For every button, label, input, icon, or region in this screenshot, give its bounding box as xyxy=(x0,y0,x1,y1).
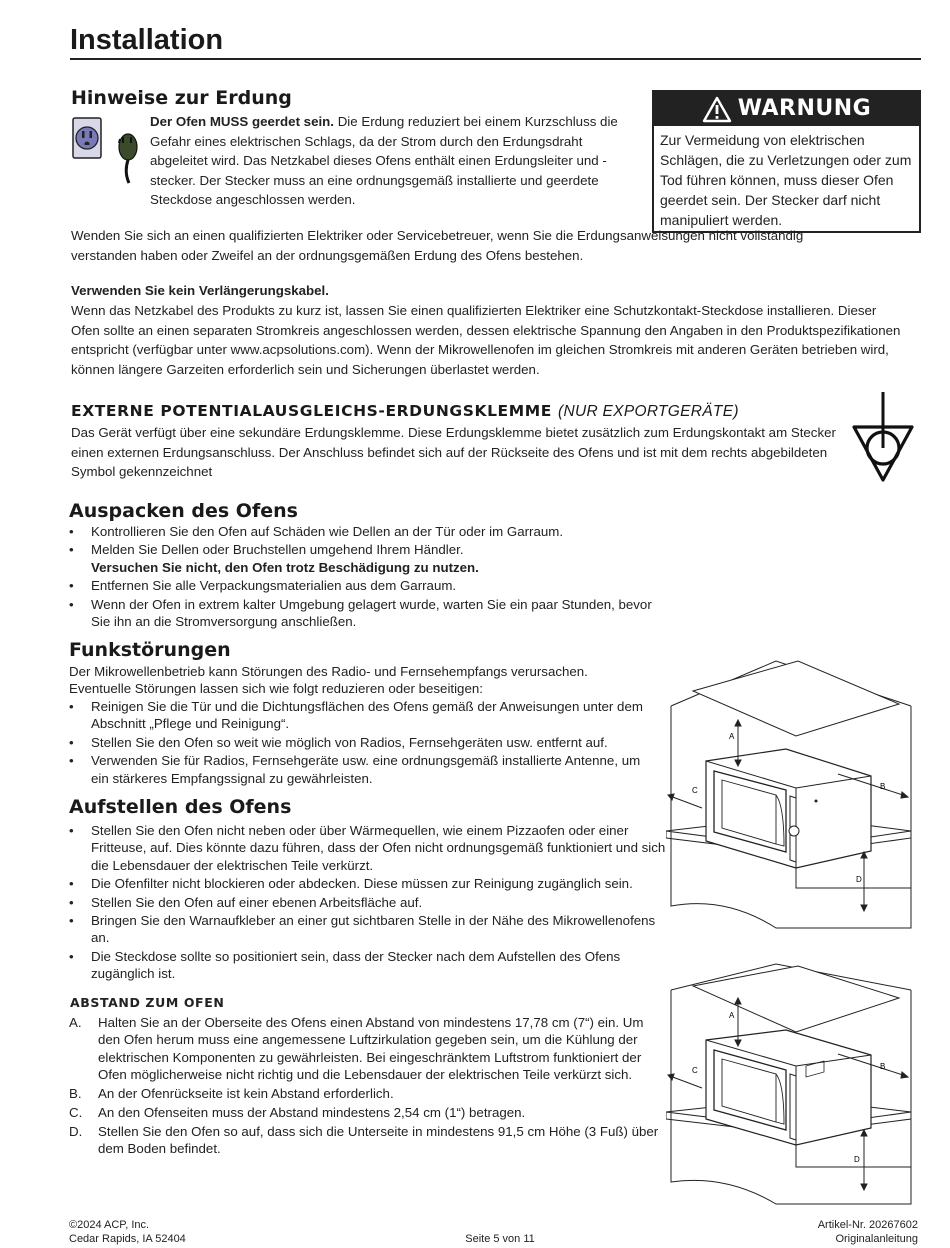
placement-heading: Aufstellen des Ofens xyxy=(69,796,292,818)
clearance-list xyxy=(69,1014,664,1160)
interference-heading: Funkstörungen xyxy=(69,639,231,661)
list-item: • Melden Sie Dellen oder Bruchstellen umgehend Ihrem Händler. Versuchen Sie nicht, den Ofen trotz Beschädigung zu nutzen. xyxy=(69,541,669,576)
grounding-heading: Hinweise zur Erdung xyxy=(71,87,292,109)
warning-text: Zur Vermeidung von elektrischen Schlägen, die zu Verletzungen oder zum Tod führen können, muss dieser Ofen geerdet sein. Der Stecker darf nicht manipuliert werden. xyxy=(660,132,912,228)
footer-article-number: Artikel-Nr. 20267602 xyxy=(817,1219,918,1231)
diagram-label-c: C xyxy=(692,1066,698,1075)
unpacking-list xyxy=(69,523,669,632)
diagram-label-b: B xyxy=(880,1062,886,1071)
list-item: • Stellen Sie den Ofen auf einer ebenen Arbeitsfläche auf. xyxy=(69,894,669,911)
list-item: • Entfernen Sie alle Verpackungsmaterialien aus dem Garraum. xyxy=(69,577,669,594)
list-item: • Stellen Sie den Ofen so weit wie möglich von Radios, Fernsehgeräten usw. entfernt auf. xyxy=(69,734,659,751)
diagram-label-a: A xyxy=(729,732,735,741)
diagram-label-d: D xyxy=(856,875,862,884)
external-heading: EXTERNE POTENTIALAUSGLEICHS-ERDUNGSKLEMME (NUR EXPORTGERÄTE) xyxy=(71,402,739,420)
footer-copyright: ©2024 ACP, Inc. xyxy=(69,1219,150,1231)
list-item: • Kontrollieren Sie den Ofen auf Schäden wie Dellen an der Tür oder im Garraum. xyxy=(69,523,669,540)
clearance-diagram-1 xyxy=(666,656,916,938)
extension-text: Wenn das Netzkabel des Produkts zu kurz ist, lassen Sie einen qualifizierten Elektriker eine Schutzkontakt-Steckdose installieren. Dieser Ofen sollte an einen separaten Stromkreis angeschlossen werden, dessen elektrische Spannung den Angaben in den Produktspezifikationen entspricht (verfügbar unter www.acpsolutions.com). Wenn der Mikrowellenofen im gleichen Stromkreis mit anderen Geräten betrieben wird, können längere Garzeiten erforderlich sein und Sicherungen überlastet werden. xyxy=(71,303,901,377)
equipotential-ground-symbol-icon xyxy=(851,390,915,483)
unpacking-heading: Auspacken des Ofens xyxy=(69,500,298,522)
warning-header xyxy=(654,92,919,126)
grounding-paragraph-2: Wenden Sie sich an einen qualifizierten Elektriker oder Servicebetreuer, wenn Sie die Erdungsanweisungen nicht vollständig verstanden haben oder Zweifel an der ordnungsgemäßen Erdung des Ofens bestehen. xyxy=(71,228,804,263)
list-item: C. An den Ofenseiten muss der Abstand mindestens 2,54 cm (1“) betragen. xyxy=(69,1105,526,1121)
grounding-intro: Der Ofen MUSS geerdet sein. Die Erdung reduziert bei einem Kurzschluss die Gefahr eines elektrischen Schlags, da der Strom durch den Erdungsdraht abgeleitet wird. Das Netzkabel dieses Ofens enthält einen Erdungsleiter und -stecker. Der Stecker muss an eine ordnungsgemäß installierte und geerdete Steckdose angeschlossen werden. xyxy=(150,114,618,208)
footer-company xyxy=(69,1218,186,1246)
list-item: • Reinigen Sie die Tür und die Dichtungsflächen des Ofens gemäß der Anweisungen unter dem Abschnitt „Pflege und Reinigung“. xyxy=(69,698,659,733)
list-item: A. Halten Sie an der Oberseite des Ofens einen Abstand von mindestens 17,78 cm (7“) ein. Um den Ofen herum muss eine angemessene Luftzirkulation gegeben sein, um die Kühlung der elektrischen Komponenten zu gewährleisten. Bei eingeschränktem Luftstrom funktioniert der Ofen möglicherweise nicht richtig und die Lebensdauer der elektrischen Teile verkürzt sich. xyxy=(69,1015,644,1082)
list-item: • Die Ofenfilter nicht blockieren oder abdecken. Diese müssen zur Reinigung zugänglich sein. xyxy=(69,875,669,892)
external-text: Das Gerät verfügt über eine sekundäre Erdungsklemme. Diese Erdungsklemme bietet zusätzlich zum Erdungskontakt am Stecker einen externen Erdungsanschluss. Der Anschluss befindet sich auf der Rückseite des Ofens und ist mit dem rechts abgebildeten Symbol gekennzeichnet xyxy=(71,425,836,480)
clearance-heading: ABSTAND ZUM OFEN xyxy=(70,995,225,1010)
list-item: B. An der Ofenrückseite ist kein Abstand erforderlich. xyxy=(69,1085,394,1101)
diagram-label-c: C xyxy=(692,786,698,795)
interference-intro: Der Mikrowellenbetrieb kann Störungen des Radio- und Fernsehempfangs verursachen. Eventuelle Störungen lassen sich wie folgt reduzieren oder beseitigen: xyxy=(69,664,588,697)
list-item: • Die Steckdose sollte so positioniert sein, dass der Stecker nach dem Aufstellen des Ofens zugänglich ist. xyxy=(69,948,669,983)
list-item: • Wenn der Ofen in extrem kalter Umgebung gelagert wurde, warten Sie ein paar Stunden, bevor Sie ihn an die Stromversorgung anschließen. xyxy=(69,596,669,631)
grounding-outlet-icon xyxy=(72,117,142,187)
list-item: D. Stellen Sie den Ofen so auf, dass sich die Unterseite in mindestens 91,5 cm Höhe (3 Fuß) über dem Boden befindet. xyxy=(69,1124,659,1157)
diagram-label-b: B xyxy=(880,782,886,791)
footer-original-note: Originalanleitung xyxy=(835,1233,918,1245)
footer-address: Cedar Rapids, IA 52404 xyxy=(69,1233,186,1245)
list-item: • Bringen Sie den Warnaufkleber an einer gut sichtbaren Stelle in der Nähe des Mikrowellenofens an. xyxy=(69,912,669,947)
clearance-diagram-2 xyxy=(666,962,916,1212)
footer-page-number: Seite 5 von 11 xyxy=(465,1233,535,1245)
interference-list xyxy=(69,698,659,788)
title-rule xyxy=(70,58,921,60)
list-item: • Verwenden Sie für Radios, Fernsehgeräte usw. eine ordnungsgemäß installierte Antenne, um ein stärkeres Empfangssignal zu gewährleisten. xyxy=(69,752,659,787)
page-title: Installation xyxy=(70,24,224,56)
footer-article xyxy=(721,1218,918,1246)
warning-triangle-icon xyxy=(702,96,732,123)
extension-heading: Verwenden Sie kein Verlängerungskabel. xyxy=(71,283,329,298)
warning-box xyxy=(652,90,921,233)
diagram-label-a: A xyxy=(729,1011,735,1020)
placement-list xyxy=(69,822,669,984)
list-item: • Stellen Sie den Ofen nicht neben oder über Wärmequellen, wie einem Pizzaofen oder einer Fritteuse, auf. Dies könnte dazu führen, dass der Ofen nicht ordnungsgemäß funktioniert und sich die Lebensdauer der elektrischen Teile verkürzt. xyxy=(69,822,669,874)
diagram-label-d: D xyxy=(854,1155,860,1164)
warning-title: WARNUNG xyxy=(737,96,872,122)
